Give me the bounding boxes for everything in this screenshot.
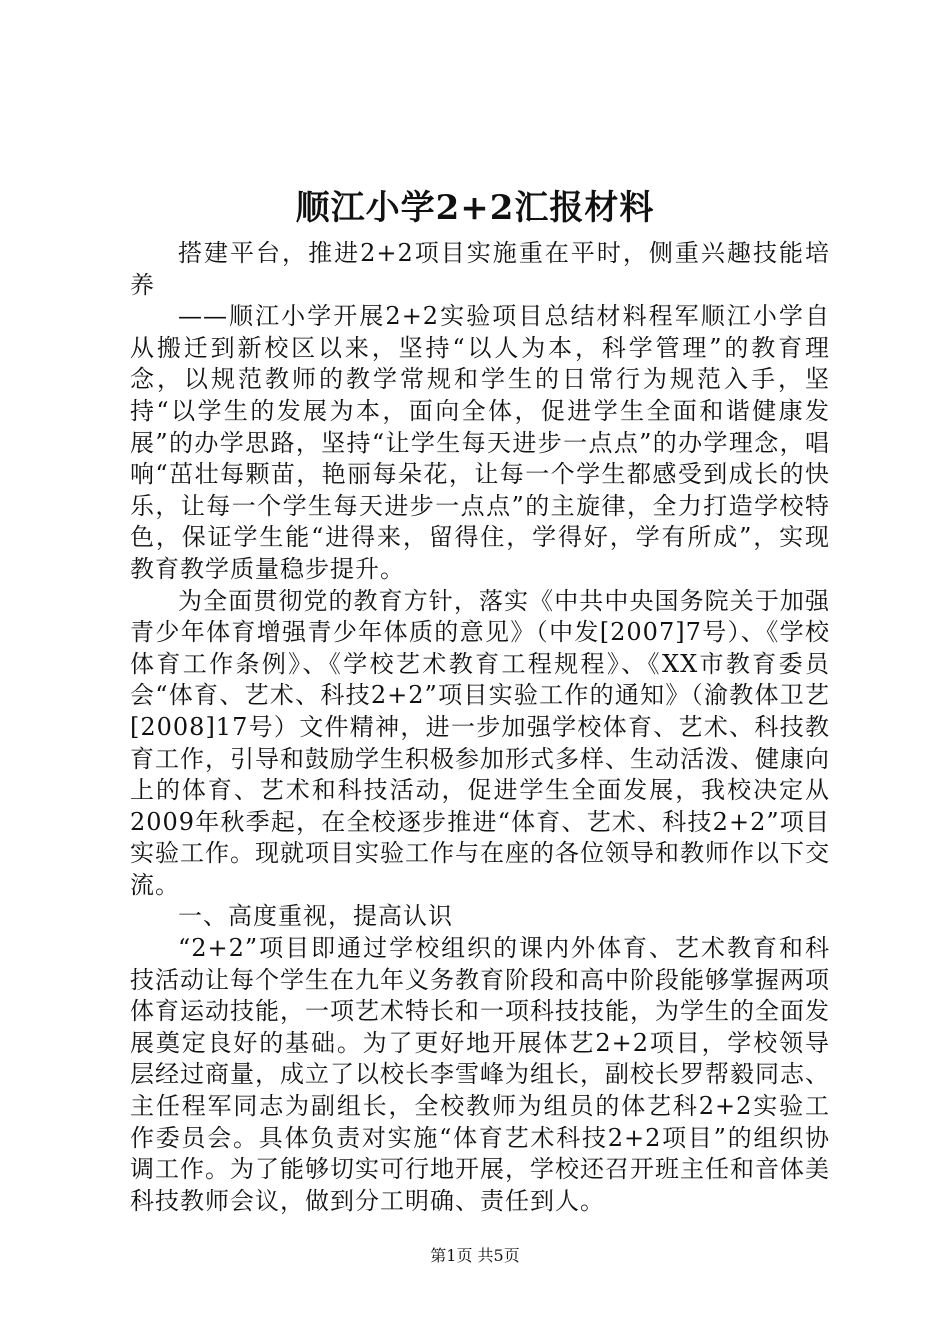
document-body <box>130 238 830 1217</box>
page-footer: 第1页 共5页 <box>430 1246 520 1265</box>
section-heading: 一、高度重视，提高认识 <box>178 902 453 931</box>
paragraph-section-one: “2+2”项目即通过学校组织的课内外体育、艺术教育和科技活动让每个学生在九年义务教育阶段和高中阶段能够掌握两项体育运动技能，一项艺术特长和一项科技技能，为学生的全面发展奠定良好的基础。为了更好地开展体艺2+2项目，学校领导层经过商量，成立了以校长李雪峰为组长，副校长罗帮毅同志、主任程军同志为副组长，全校教师为组员的体艺科2+2实验工作委员会。具体负责对实施“体育艺术科技2+2项目”的组织协调工作。为了能够切实可行地开展，学校还召开班主任和音体美科技教师会议，做到分工明确、责任到人。 <box>130 934 830 1215</box>
paragraph-intro: ——顺江小学开展2+2实验项目总结材料程军顺江小学自从搬迁到新校区以来，坚持“以人为本，科学管理”的教育理念，以规范教师的教学常规和学生的日常行为规范入手，坚持“以学生的发展为本，面向全体，促进学生全面和谐健康发展”的办学思路，坚持“让学生每天进步一点点”的办学理念，唱响“茁壮每颗苗，艳丽每朵花，让每一个学生都感受到成长的快乐，让每一个学生每天进步一点点”的主旋律，全力打造学校特色，保证学生能“进得来，留得住，学得好，学有所成”，实现教育教学质量稳步提升。 <box>130 302 830 583</box>
document-title: 顺江小学2+2汇报材料 <box>295 188 655 228</box>
paragraph-policy: 为全面贯彻党的教育方针，落实《中共中央国务院关于加强青少年体育增强青少年体质的意见》（中发[2007]7号）、《学校体育工作条例》、《学校艺术教育工程规程》、《XX市教育委员会“体育、艺术、科技2+2”项目实验工作的通知》（渝教体卫艺[2008]17号）文件精神，进一步加强学校体育、艺术、科技教育工作，引导和鼓励学生积极参加形式多样、生动活泼、健康向上的体育、艺术和科技活动，促进学生全面发展，我校决定从2009年秋季起，在全校逐步推进“体育、艺术、科技2+2”项目实验工作。现就项目实验工作与在座的各位领导和教师作以下交流。 <box>130 586 830 899</box>
paragraph-subtitle: 搭建平台，推进2+2项目实施重在平时，侧重兴趣技能培养 <box>130 239 830 299</box>
